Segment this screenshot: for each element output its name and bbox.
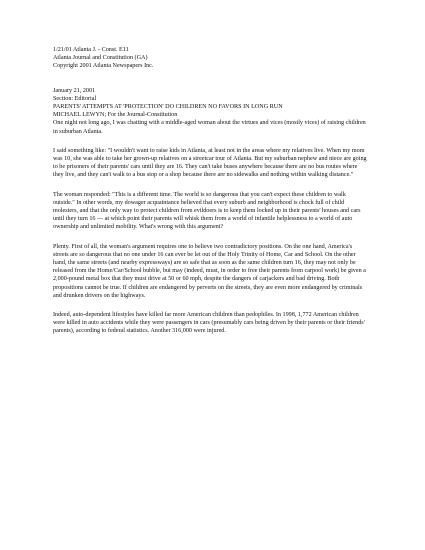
citation-header: 1/21/01 Atlanta J. - Const. E11 xyxy=(53,47,129,53)
article-byline: MICHAEL LEWYN; For the Journal-Constitution xyxy=(53,112,178,119)
copyright-line: Copyright 2001 Atlanta Newspapers Inc. xyxy=(53,63,154,70)
section-label: Section: Editorial xyxy=(53,95,97,102)
article-body xyxy=(53,119,369,335)
body-paragraph: Indeed, auto-dependent lifestyles have killed far more American children than pedophiles. In 1998, 1,772 American children were killed in auto accidents while they were passengers in cars (presumably cars being driven by their parents or their friends' parents), according to federal statistics. Another 316,000 were injured. xyxy=(53,312,365,335)
article-headline: PARENTS' ATTEMPTS AT 'PROTECTION' DO CHILDREN NO FAVORS IN LONG RUN xyxy=(53,104,283,111)
body-paragraph: I said something like: "I wouldn't want to raise kids in Atlanta, at least not in the areas where my relatives live. When my mom was 10, she was able to take her grown-up relatives on a streetcar tour of Atlanta. But my suburban nephew and niece are going to be prisoners of their parents' cars until they are 16. They can't take buses anywhere because there are no bus routes where they live, and they can't walk to a bus stop or a shop because there are no sidewalks and nothing within walking distance." xyxy=(53,147,367,179)
publication-date: January 21, 2001 xyxy=(53,87,96,94)
body-paragraph: Plenty. First of all, the woman's argument requires one to believe two contradictory positions. On the one hand, America's streets are so dangerous that no one under 16 can ever be let out of the Holy Trinity of Home, Car and School. On the other hand, the same streets (and nearby expressways) are so safe that as soon as the same children turn 16, they may not only be released from the Home/Car/School bubble, but may (indeed, must, in order to free their parents from carpool work) be given a 2,000-pound metal box that they must drive at 50 or 60 mph, despite the dangers of carjackers and bad driving. Both propositions cannot be true. If children are endangered by perverts on the streets, they are even more endangered by criminals and drunken drivers on the highways. xyxy=(53,243,366,299)
body-paragraph: One night not long ago, I was chatting with a middle-aged woman about the virtues and vices (mostly vices) of raising children in suburban Atlanta. xyxy=(53,120,366,135)
body-paragraph: The woman responded: "This is a different time. The world is so dangerous that you can't expect these children to walk outside." In other words, my dowager acquaintance believed that every suburb and neighborhood is chock full of child molesters, and that the only way to protect children from evildoers is to keep them locked up in their parents' houses and cars until they turn 16 — at which point their parents will whisk them from a world of infantile helplessness to a world of auto ownership and unlimited mobility. What's wrong with this argument? xyxy=(53,191,361,231)
source-block xyxy=(53,54,369,70)
publication-name: Atlanta Journal and Constitution (GA) xyxy=(53,55,148,62)
